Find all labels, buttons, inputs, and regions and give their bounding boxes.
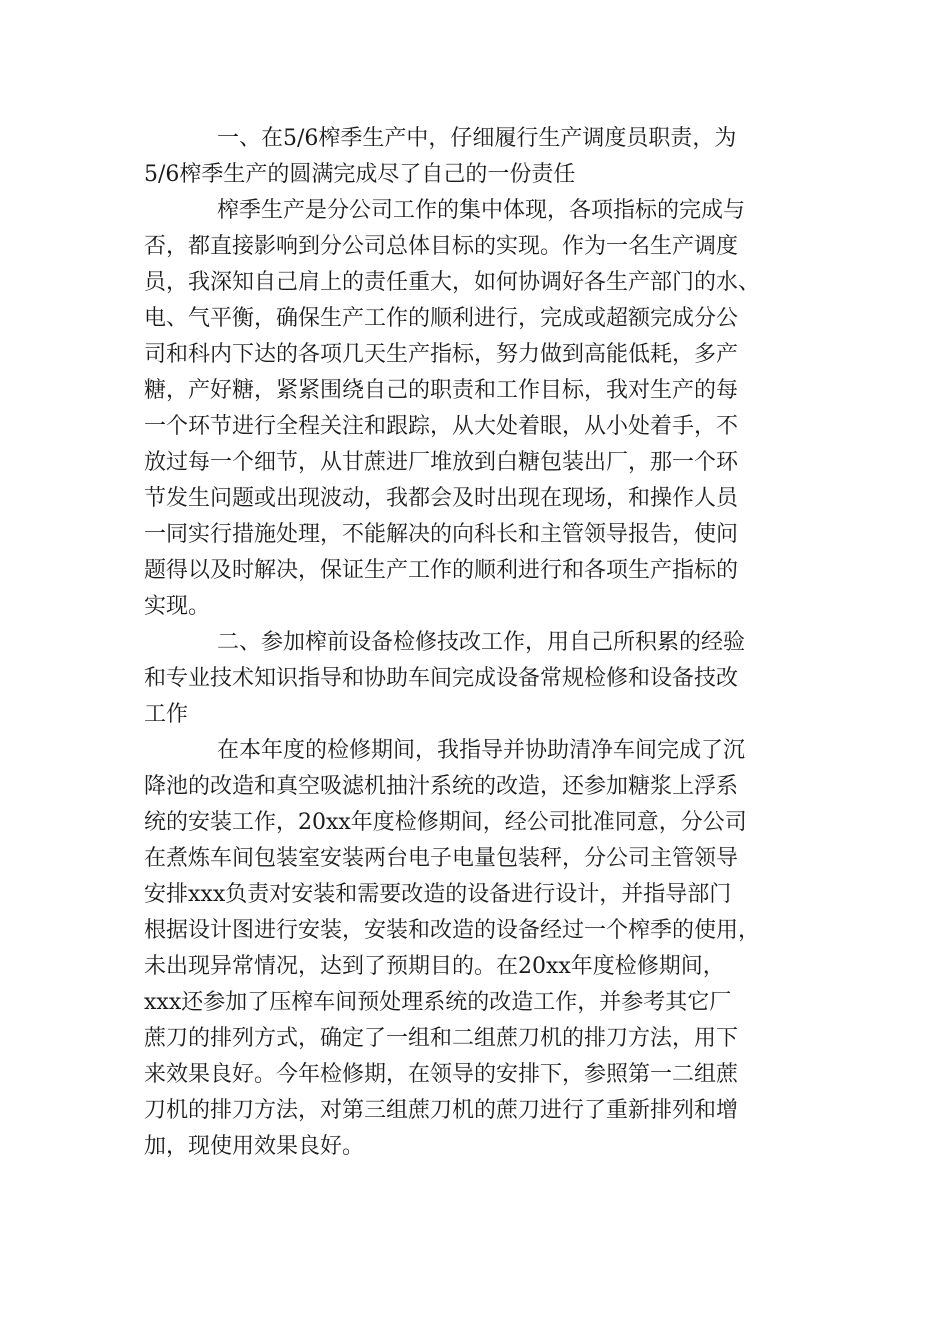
paragraph-1	[144, 193, 804, 625]
text-line: 电、气平衡，确保生产工作的顺利进行，完成或超额完成分公	[144, 306, 739, 331]
text-line: 实现。	[144, 594, 211, 619]
text-line: 根据设计图进行安装，安装和改造的设备经过一个榨季的使用，	[144, 918, 761, 943]
text-line: 在本年度的检修期间，我指导并协助清净车间完成了沉	[217, 738, 746, 763]
text-line: 来效果良好。今年检修期，在领导的安排下，参照第一二组蔗	[144, 1062, 739, 1087]
text-line: 司和科内下达的各项几天生产指标，努力做到高能低耗，多产	[144, 342, 739, 367]
paragraph-2	[144, 733, 804, 1165]
text-line: 节发生问题或出现波动，我都会及时出现在现场，和操作人员	[144, 486, 739, 511]
section-heading-1	[144, 121, 804, 193]
text-line: 二、参加榨前设备检修技改工作，用自己所积累的经验	[217, 630, 746, 655]
text-line: 一同实行措施处理，不能解决的向科长和主管领导报告，使问	[144, 522, 739, 547]
text-line: 一个环节进行全程关注和跟踪，从大处着眼，从小处着手，不	[144, 414, 739, 439]
text-line: 糖，产好糖，紧紧围绕自己的职责和工作目标，我对生产的每	[144, 378, 739, 403]
text-line: 否，都直接影响到分公司总体目标的实现。作为一名生产调度	[144, 234, 739, 259]
text-line: 员，我深知自己肩上的责任重大，如何协调好各生产部门的水、	[144, 270, 761, 295]
text-line: 放过每一个细节，从甘蔗进厂堆放到白糖包装出厂，那一个环	[144, 450, 739, 475]
text-line: 降池的改造和真空吸滤机抽汁系统的改造，还参加糖浆上浮系	[144, 774, 739, 799]
document-body	[144, 121, 804, 1165]
text-line: 和专业技术知识指导和协助车间完成设备常规检修和设备技改	[144, 666, 739, 691]
text-line: 统的安装工作，20xx年度检修期间，经公司批准同意，分公司	[144, 810, 747, 835]
text-line: 一、在5/6榨季生产中，仔细履行生产调度员职责，为	[217, 126, 737, 151]
text-line: 在煮炼车间包装室安装两台电子电量包装秤，分公司主管领导	[144, 846, 739, 871]
text-line: xxx还参加了压榨车间预处理系统的改造工作，并参考其它厂	[144, 990, 732, 1015]
text-line: 刀机的排刀方法，对第三组蔗刀机的蔗刀进行了重新排列和增	[144, 1098, 739, 1123]
text-line: 工作	[144, 702, 189, 727]
text-line: 未出现异常情况，达到了预期目的。在20xx年度检修期间，	[144, 954, 725, 979]
text-line: 加，现使用效果良好。	[144, 1134, 365, 1159]
text-line: 题得以及时解决，保证生产工作的顺利进行和各项生产指标的	[144, 558, 739, 583]
text-line: 榨季生产是分公司工作的集中体现，各项指标的完成与	[217, 198, 746, 223]
section-heading-2	[144, 625, 804, 733]
text-line: 5/6榨季生产的圆满完成尽了自己的一份责任	[144, 162, 576, 187]
text-line: 安排xxx负责对安装和需要改造的设备进行设计，并指导部门	[144, 882, 732, 907]
text-line: 蔗刀的排列方式，确定了一组和二组蔗刀机的排刀方法，用下	[144, 1026, 739, 1051]
